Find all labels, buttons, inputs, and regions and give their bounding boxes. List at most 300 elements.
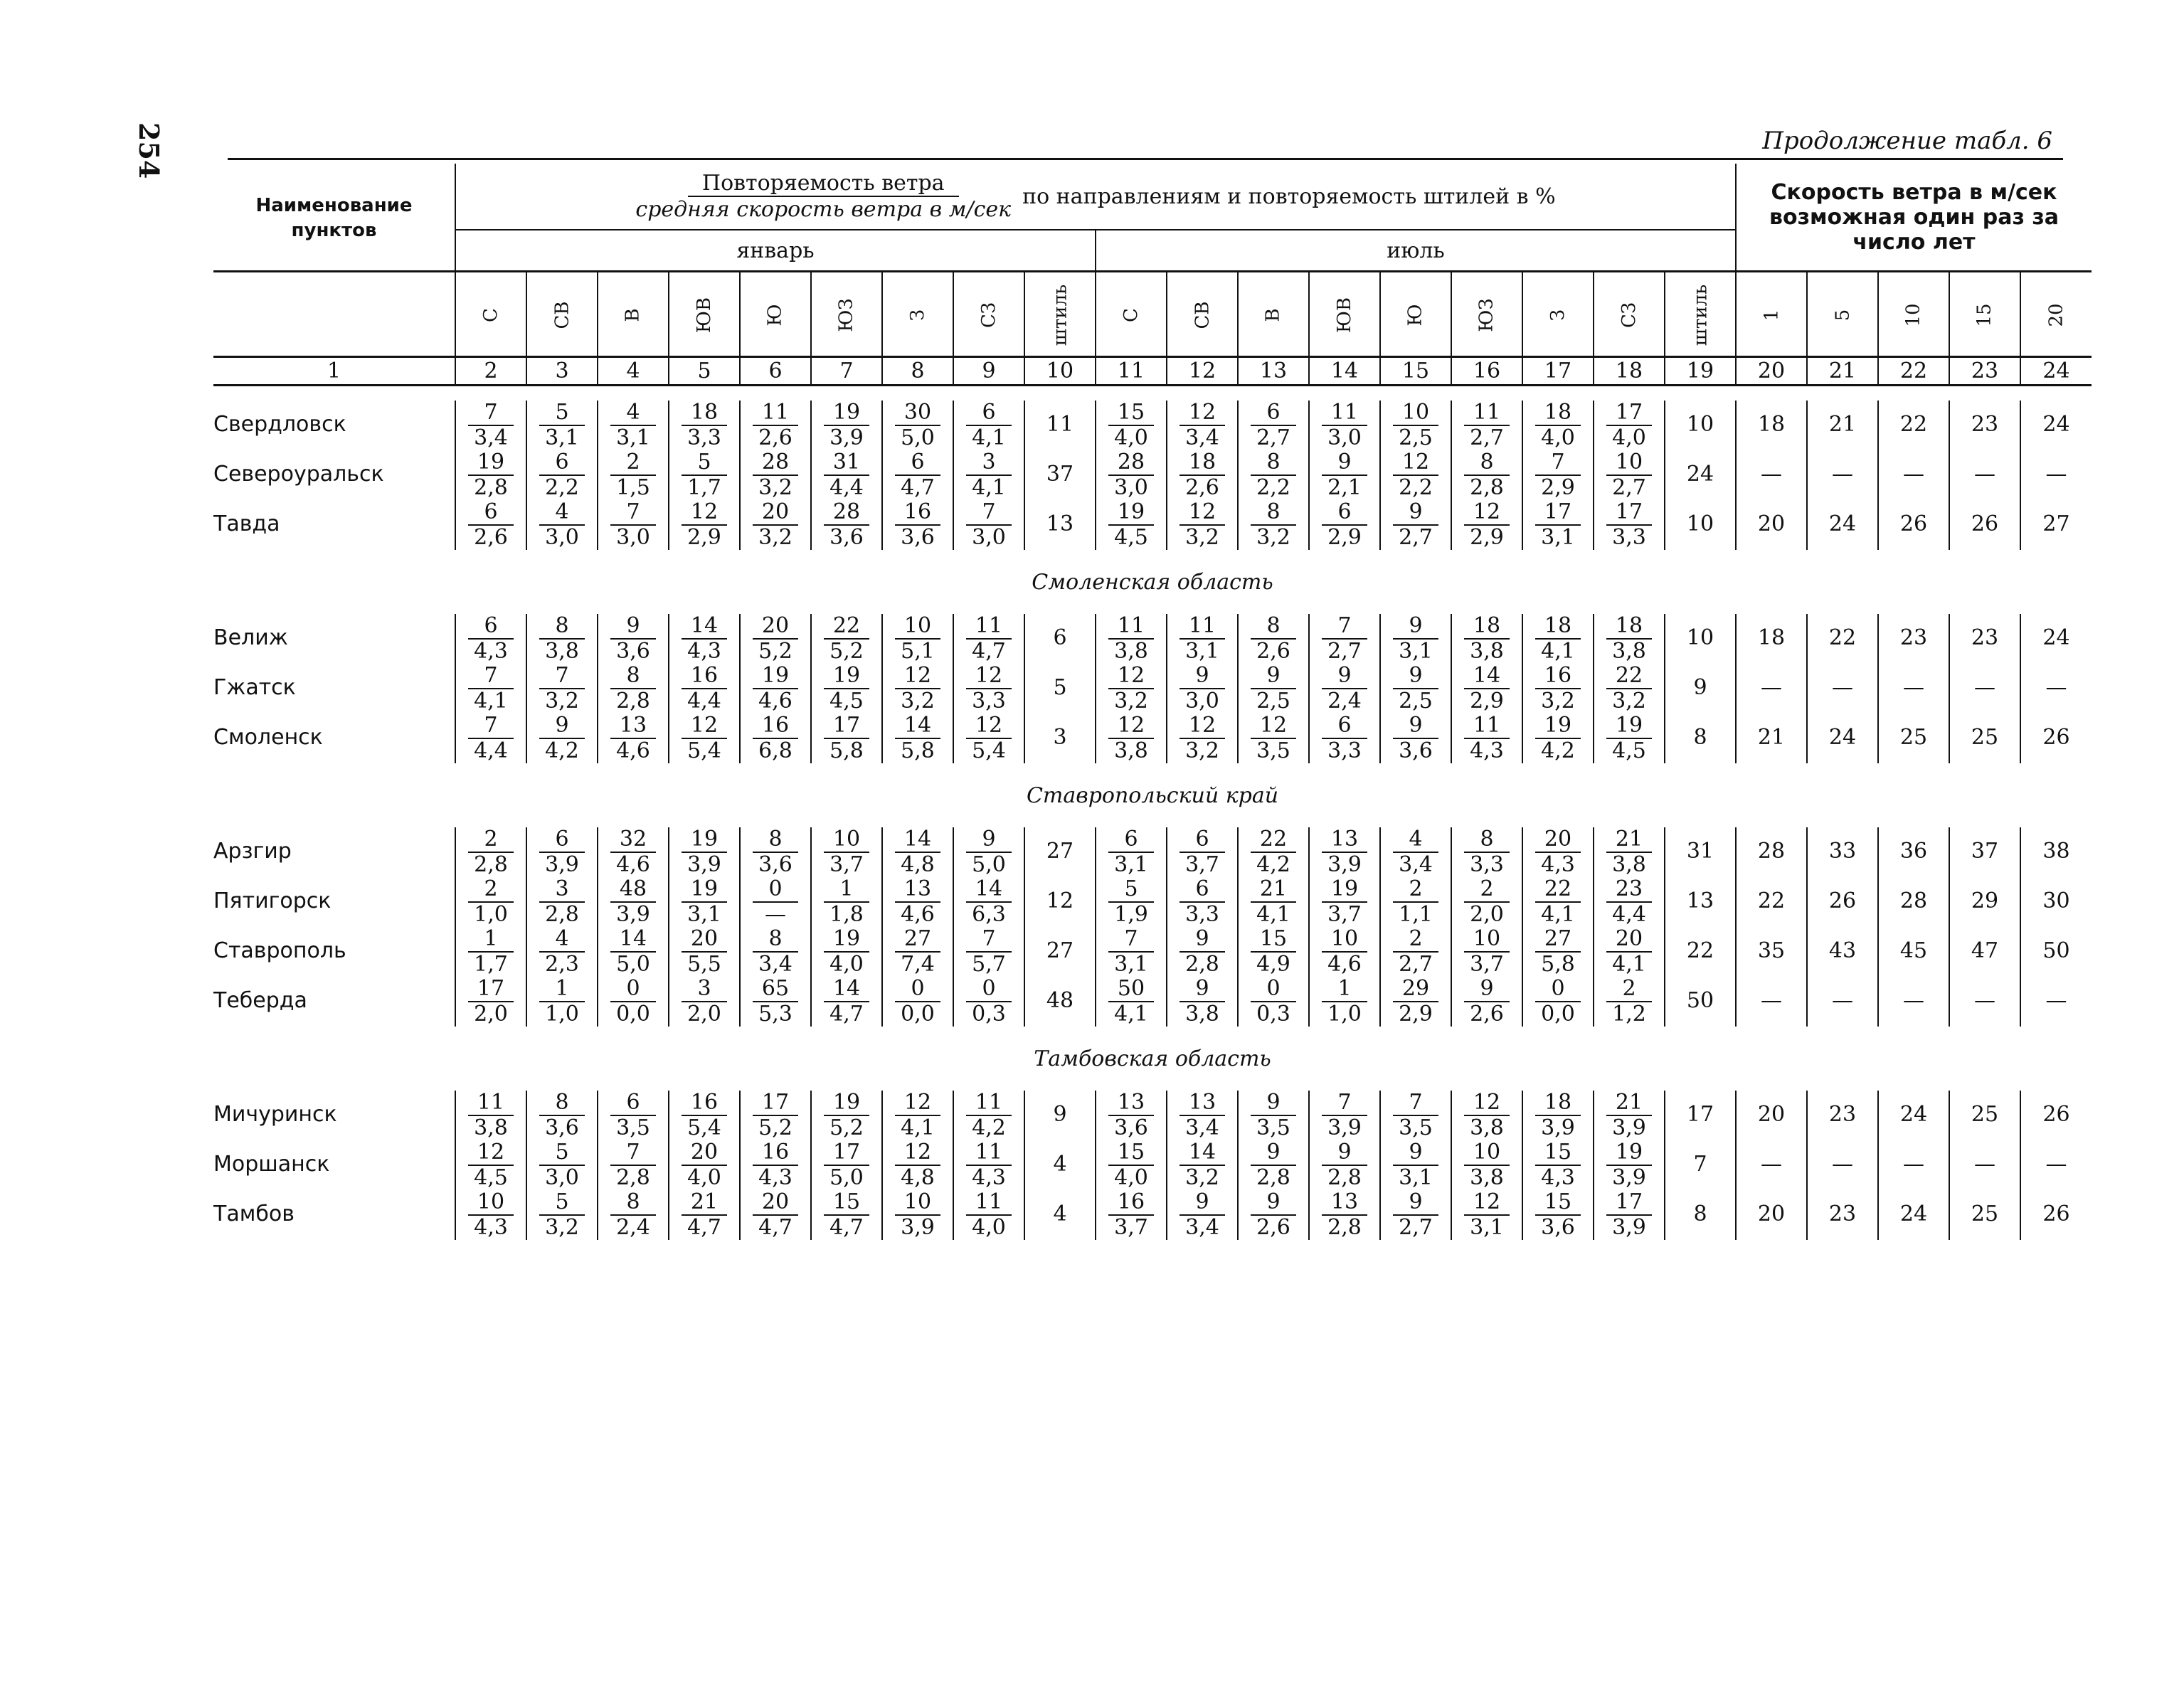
value-cell xyxy=(526,401,598,450)
frequency: 12 xyxy=(903,663,932,688)
frequency: 9 xyxy=(1337,663,1352,688)
station-name: Свердловск xyxy=(213,412,346,437)
max-speed: — xyxy=(1949,664,2020,714)
mean-speed: 5,2 xyxy=(753,638,798,664)
table-row xyxy=(213,1190,2092,1240)
mean-speed: 2,9 xyxy=(1464,524,1510,550)
col-number: 23 xyxy=(1949,357,2020,386)
mean-speed: 3,5 xyxy=(1393,1115,1438,1140)
col-number: 24 xyxy=(2020,357,2092,386)
mean-speed: 2,9 xyxy=(1393,1001,1438,1027)
frequency: 21 xyxy=(1615,827,1643,852)
max-speed: 24 xyxy=(1878,1190,1949,1240)
mean-speed: 3,4 xyxy=(1180,1115,1225,1140)
value-cell xyxy=(455,977,526,1027)
value-cell xyxy=(1380,500,1451,550)
table-row xyxy=(213,1091,2092,1140)
frequency: 1 xyxy=(1337,976,1352,1001)
max-speed: 20 xyxy=(1736,1190,1807,1240)
value-cell xyxy=(1451,1091,1522,1140)
frequency: 18 xyxy=(690,400,719,425)
frequency: 7 xyxy=(626,499,640,524)
value-cell xyxy=(1380,614,1451,664)
value-cell xyxy=(669,500,740,550)
value-cell xyxy=(740,1091,811,1140)
value-cell xyxy=(1451,450,1522,500)
mean-speed: 5,4 xyxy=(682,738,727,763)
value-cell xyxy=(1096,927,1167,977)
mean-speed: 4,5 xyxy=(1606,738,1652,763)
mean-speed: 2,4 xyxy=(610,1214,656,1240)
mean-speed: 4,0 xyxy=(1535,425,1581,450)
frequency: 12 xyxy=(1473,1189,1501,1214)
frequency: 12 xyxy=(1401,450,1430,474)
value-cell xyxy=(1309,500,1380,550)
frequency: 13 xyxy=(903,876,932,901)
value-cell xyxy=(455,450,526,500)
mean-speed: 5,0 xyxy=(895,425,940,450)
col-number: 11 xyxy=(1096,357,1167,386)
mean-speed: 4,5 xyxy=(468,1165,514,1190)
value-cell xyxy=(1238,614,1309,664)
col-number: 19 xyxy=(1665,357,1736,386)
value-cell xyxy=(1309,664,1380,714)
value-cell xyxy=(1238,1140,1309,1190)
mean-speed: 4,7 xyxy=(895,474,940,500)
max-speed: 22 xyxy=(1736,877,1807,927)
value-cell xyxy=(953,1091,1024,1140)
frequency: 19 xyxy=(1330,876,1359,901)
dir-jul-8: штиль xyxy=(1665,272,1736,357)
value-cell xyxy=(526,614,598,664)
value-cell xyxy=(455,664,526,714)
mean-speed: 6,3 xyxy=(966,901,1012,927)
value-cell xyxy=(1522,927,1594,977)
value-cell xyxy=(1096,450,1167,500)
value-cell xyxy=(1096,664,1167,714)
frequency: 9 xyxy=(1480,976,1494,1001)
top-rule xyxy=(228,158,2063,160)
mean-speed: 4,1 xyxy=(1606,951,1652,977)
frequency: 14 xyxy=(690,613,719,638)
frequency: 17 xyxy=(832,713,861,738)
frequency: 9 xyxy=(1266,1140,1281,1165)
frequency: 28 xyxy=(761,450,790,474)
frequency: 7 xyxy=(484,663,498,688)
frequency: 8 xyxy=(555,1090,569,1115)
mean-speed: 4,6 xyxy=(895,901,940,927)
frequency: 20 xyxy=(1544,827,1572,852)
col-number: 21 xyxy=(1807,357,1878,386)
value-cell xyxy=(1167,614,1238,664)
value-cell xyxy=(811,877,882,927)
max-speed: 33 xyxy=(1807,827,1878,877)
frequency: 6 xyxy=(1124,827,1138,852)
value-cell xyxy=(598,714,669,763)
table-row xyxy=(213,877,2092,927)
value-cell xyxy=(1522,977,1594,1027)
mean-speed: 3,5 xyxy=(1251,738,1296,763)
value-cell xyxy=(1594,401,1665,450)
value-cell xyxy=(953,714,1024,763)
mean-speed: 3,1 xyxy=(682,901,727,927)
frequency: 4 xyxy=(555,926,569,951)
mean-speed: 4,7 xyxy=(966,638,1012,664)
frequency: 8 xyxy=(555,613,569,638)
dir-jul-5: ЮЗ xyxy=(1451,272,1522,357)
col-number: 16 xyxy=(1451,357,1522,386)
mean-speed: 4,0 xyxy=(682,1165,727,1190)
mean-speed: 6,8 xyxy=(753,738,798,763)
mean-speed: 3,6 xyxy=(1108,1115,1154,1140)
frequency: 2 xyxy=(1622,976,1636,1001)
frequency: 18 xyxy=(1615,613,1643,638)
mean-speed: 5,5 xyxy=(682,951,727,977)
value-cell xyxy=(455,1190,526,1240)
jul-calm: 10 xyxy=(1665,500,1736,550)
col-number: 15 xyxy=(1380,357,1451,386)
station-name: Североуральск xyxy=(213,462,384,487)
frequency: 18 xyxy=(1544,400,1572,425)
mean-speed: 3,7 xyxy=(1180,852,1225,877)
mean-speed: 3,9 xyxy=(610,901,656,927)
value-cell xyxy=(1238,977,1309,1027)
value-cell xyxy=(598,664,669,714)
mean-speed: 5,8 xyxy=(895,738,940,763)
mean-speed: 4,7 xyxy=(824,1001,869,1027)
frequency: 10 xyxy=(1330,926,1359,951)
frequency: 9 xyxy=(1337,450,1352,474)
value-cell xyxy=(1238,664,1309,714)
frequency: 6 xyxy=(982,400,996,425)
value-cell xyxy=(1451,877,1522,927)
station-name: Арзгир xyxy=(213,839,292,864)
value-cell xyxy=(1594,827,1665,877)
jan-calm: 12 xyxy=(1024,877,1096,927)
mean-speed: 7,4 xyxy=(895,951,940,977)
value-cell xyxy=(455,927,526,977)
value-cell xyxy=(1238,877,1309,927)
mean-speed: 3,9 xyxy=(1606,1165,1652,1190)
frequency: 48 xyxy=(619,876,647,901)
frequency: 9 xyxy=(1409,613,1423,638)
years-2: 10 xyxy=(1878,272,1949,357)
frequency: 50 xyxy=(1117,976,1145,1001)
frequency: 17 xyxy=(761,1090,790,1115)
mean-speed: 2,7 xyxy=(1251,425,1296,450)
value-cell xyxy=(669,1140,740,1190)
max-speed: — xyxy=(1807,1140,1878,1190)
frequency: 7 xyxy=(484,713,498,738)
frequency: 13 xyxy=(619,713,647,738)
mean-speed: 4,3 xyxy=(966,1165,1012,1190)
value-cell xyxy=(526,927,598,977)
frequency: 0 xyxy=(1551,976,1565,1001)
mean-speed: 2,0 xyxy=(682,1001,727,1027)
value-cell xyxy=(669,927,740,977)
frequency: 7 xyxy=(555,663,569,688)
mean-speed: 5,8 xyxy=(824,738,869,763)
frequency: 21 xyxy=(690,1189,719,1214)
col-number: 17 xyxy=(1522,357,1594,386)
mean-speed: 3,8 xyxy=(468,1115,514,1140)
frequency: 11 xyxy=(477,1090,505,1115)
frequency: 15 xyxy=(1544,1140,1572,1165)
value-cell xyxy=(598,1091,669,1140)
value-cell xyxy=(882,977,953,1027)
value-cell xyxy=(1594,614,1665,664)
station-name: Тавда xyxy=(213,511,280,536)
value-cell xyxy=(669,1091,740,1140)
mean-speed: 4,1 xyxy=(1251,901,1296,927)
value-cell xyxy=(1594,714,1665,763)
frequency: 31 xyxy=(832,450,861,474)
dir-jul-7: СЗ xyxy=(1594,272,1665,357)
col-number: 5 xyxy=(669,357,740,386)
value-cell xyxy=(811,614,882,664)
frequency: 2 xyxy=(1409,876,1423,901)
jan-calm: 5 xyxy=(1024,664,1096,714)
frequency: 6 xyxy=(555,450,569,474)
value-cell xyxy=(953,664,1024,714)
mean-speed: 2,9 xyxy=(1464,688,1510,714)
mean-speed: 2,7 xyxy=(1322,638,1367,664)
value-cell xyxy=(882,401,953,450)
mean-speed: 3,3 xyxy=(1464,852,1510,877)
frequency: 2 xyxy=(1409,926,1423,951)
mean-speed: 3,1 xyxy=(1108,951,1154,977)
value-cell xyxy=(740,401,811,450)
max-speed: 30 xyxy=(2020,877,2092,927)
value-cell xyxy=(455,877,526,927)
value-cell xyxy=(669,614,740,664)
dir-jan-0: С xyxy=(455,272,526,357)
mean-speed: 1,0 xyxy=(468,901,514,927)
table-row xyxy=(213,614,2092,664)
years-1: 5 xyxy=(1807,272,1878,357)
jul-calm: 50 xyxy=(1665,977,1736,1027)
frequency: 7 xyxy=(1551,450,1565,474)
max-speed: 29 xyxy=(1949,877,2020,927)
value-cell xyxy=(811,500,882,550)
col-number: 20 xyxy=(1736,357,1807,386)
frequency: 9 xyxy=(1195,976,1209,1001)
frequency: 19 xyxy=(477,450,505,474)
value-cell xyxy=(1096,1140,1167,1190)
mean-speed: 3,2 xyxy=(1108,688,1154,714)
mean-speed: 3,1 xyxy=(1180,638,1225,664)
frequency: 10 xyxy=(1473,1140,1501,1165)
jul-calm: 24 xyxy=(1665,450,1736,500)
mean-speed: 3,8 xyxy=(1180,1001,1225,1027)
dir-jan-5: ЮЗ xyxy=(811,272,882,357)
col-number: 3 xyxy=(526,357,598,386)
dir-jan-3: ЮВ xyxy=(669,272,740,357)
table-row xyxy=(213,450,2092,500)
value-cell xyxy=(526,714,598,763)
mean-speed: 4,7 xyxy=(753,1214,798,1240)
value-cell xyxy=(669,1190,740,1240)
mean-speed: 2,0 xyxy=(1464,901,1510,927)
value-cell xyxy=(882,1140,953,1190)
value-cell xyxy=(1522,614,1594,664)
frequency: 19 xyxy=(1544,713,1572,738)
frequency: 30 xyxy=(903,400,932,425)
max-speed: 18 xyxy=(1736,401,1807,450)
mean-speed: 3,1 xyxy=(539,425,585,450)
max-speed: 25 xyxy=(1949,1190,2020,1240)
frequency: 2 xyxy=(484,827,498,852)
value-cell xyxy=(1167,1190,1238,1240)
jul-calm: 13 xyxy=(1665,877,1736,927)
mean-speed: 3,3 xyxy=(1322,738,1367,763)
mean-speed: 3,1 xyxy=(1393,1165,1438,1190)
mean-speed: 3,1 xyxy=(610,425,656,450)
frequency: 22 xyxy=(1259,827,1288,852)
mean-speed: 3,4 xyxy=(1180,1214,1225,1240)
mean-speed: 3,6 xyxy=(610,638,656,664)
dir-jul-4: Ю xyxy=(1380,272,1451,357)
mean-speed: 3,7 xyxy=(824,852,869,877)
value-cell xyxy=(526,827,598,877)
table-row xyxy=(213,401,2092,450)
mean-speed: 3,0 xyxy=(610,524,656,550)
value-cell xyxy=(1380,927,1451,977)
max-speed: 21 xyxy=(1807,401,1878,450)
page-number: 254 xyxy=(133,122,165,179)
mean-speed: 2,8 xyxy=(468,474,514,500)
frequency: 12 xyxy=(1188,400,1216,425)
value-cell xyxy=(740,614,811,664)
col-number: 13 xyxy=(1238,357,1309,386)
mean-speed: 3,0 xyxy=(1180,688,1225,714)
mean-speed: 3,6 xyxy=(539,1115,585,1140)
max-speed: — xyxy=(1736,664,1807,714)
value-cell xyxy=(740,927,811,977)
frequency: 6 xyxy=(1195,827,1209,852)
mean-speed: 4,0 xyxy=(966,1214,1012,1240)
group1-line1: Повторяемость ветра xyxy=(688,171,959,197)
value-cell xyxy=(1096,827,1167,877)
max-speed: 28 xyxy=(1878,877,1949,927)
value-cell xyxy=(455,1140,526,1190)
frequency: 12 xyxy=(975,713,1003,738)
frequency: 6 xyxy=(626,1090,640,1115)
value-cell xyxy=(1594,500,1665,550)
frequency: 5 xyxy=(697,450,711,474)
mean-speed: 2,6 xyxy=(753,425,798,450)
mean-speed: 1,0 xyxy=(1322,1001,1367,1027)
mean-speed: 4,5 xyxy=(1108,524,1154,550)
jan-calm: 37 xyxy=(1024,450,1096,500)
mean-speed: 3,2 xyxy=(895,688,940,714)
frequency: 9 xyxy=(626,613,640,638)
value-cell xyxy=(740,1190,811,1240)
mean-speed: 4,7 xyxy=(824,1214,869,1240)
mean-speed: 3,8 xyxy=(1464,1115,1510,1140)
mean-speed: 4,9 xyxy=(1251,951,1296,977)
max-speed: 25 xyxy=(1949,714,2020,763)
mean-speed: 2,4 xyxy=(1322,688,1367,714)
value-cell xyxy=(811,1140,882,1190)
frequency: 9 xyxy=(1266,1189,1281,1214)
mean-speed: 3,8 xyxy=(539,638,585,664)
mean-speed: 3,6 xyxy=(1393,738,1438,763)
value-cell xyxy=(740,450,811,500)
max-speed: 45 xyxy=(1878,927,1949,977)
frequency: 12 xyxy=(903,1090,932,1115)
max-speed: 25 xyxy=(1949,1091,2020,1140)
frequency: 20 xyxy=(761,613,790,638)
jan-calm: 13 xyxy=(1024,500,1096,550)
mean-speed: 2,9 xyxy=(1535,474,1581,500)
mean-speed: 4,1 xyxy=(1108,1001,1154,1027)
max-speed: 47 xyxy=(1949,927,2020,977)
value-cell xyxy=(1451,401,1522,450)
max-speed: 24 xyxy=(1878,1091,1949,1140)
value-cell xyxy=(740,714,811,763)
mean-speed: 3,2 xyxy=(539,688,585,714)
value-cell xyxy=(526,1140,598,1190)
value-cell xyxy=(1380,1091,1451,1140)
frequency: 12 xyxy=(1473,1090,1501,1115)
frequency: 19 xyxy=(1615,713,1643,738)
max-speed: — xyxy=(1949,977,2020,1027)
value-cell xyxy=(1522,1091,1594,1140)
station-name: Теберда xyxy=(213,988,307,1013)
max-speed: 24 xyxy=(1807,500,1878,550)
frequency: 8 xyxy=(768,827,783,852)
frequency: 5 xyxy=(555,1140,569,1165)
frequency: 29 xyxy=(1401,976,1430,1001)
frequency: 19 xyxy=(761,663,790,688)
max-speed: 23 xyxy=(1949,401,2020,450)
frequency: 27 xyxy=(903,926,932,951)
frequency: 19 xyxy=(832,400,861,425)
mean-speed: 2,8 xyxy=(468,852,514,877)
value-cell xyxy=(953,500,1024,550)
value-cell xyxy=(953,614,1024,664)
frequency: 14 xyxy=(619,926,647,951)
value-cell xyxy=(1238,714,1309,763)
frequency: 6 xyxy=(484,499,498,524)
mean-speed: 3,5 xyxy=(610,1115,656,1140)
frequency: 19 xyxy=(832,1090,861,1115)
mean-speed: 3,8 xyxy=(1464,1165,1510,1190)
max-speed: 23 xyxy=(1807,1091,1878,1140)
station-name: Смоленск xyxy=(213,725,323,750)
dir-jul-2: В xyxy=(1238,272,1309,357)
mean-speed: 3,9 xyxy=(682,852,727,877)
max-speed: 38 xyxy=(2020,827,2092,877)
frequency: 19 xyxy=(690,827,719,852)
frequency: 9 xyxy=(1337,1140,1352,1165)
value-cell xyxy=(1096,977,1167,1027)
frequency: 9 xyxy=(1409,713,1423,738)
mean-speed: 4,5 xyxy=(824,688,869,714)
mean-speed: 0,3 xyxy=(1251,1001,1296,1027)
frequency: 5 xyxy=(1124,876,1138,901)
jul-calm: 7 xyxy=(1665,1140,1736,1190)
value-cell xyxy=(1522,877,1594,927)
section-title: Смоленская область xyxy=(1032,569,1273,595)
max-speed: 26 xyxy=(2020,1190,2092,1240)
max-speed: 24 xyxy=(1807,714,1878,763)
max-speed: 43 xyxy=(1807,927,1878,977)
frequency: 14 xyxy=(1188,1140,1216,1165)
mean-speed: 4,1 xyxy=(895,1115,940,1140)
station-name: Ставрополь xyxy=(213,938,346,963)
